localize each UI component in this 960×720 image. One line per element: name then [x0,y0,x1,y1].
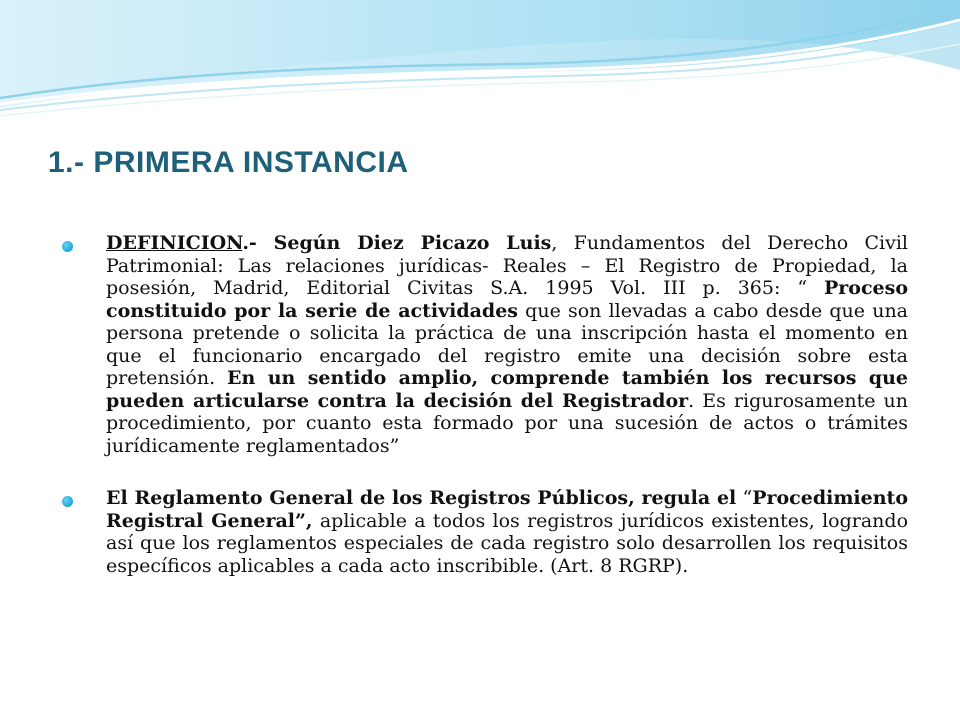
bullet-text [106,487,908,577]
text-run: Proceso constituido por la serie de actividades [106,277,908,322]
bullet-dot-icon [62,241,73,252]
bullet-list [62,232,908,607]
text-run: . Es rigurosamente un procedimiento, por cuanto esta formado por una sucesión de actos o trámites jurídicamente reglamentados” [106,389,908,457]
bullet-text [106,232,908,457]
text-run: “ [736,487,753,509]
text-run: En un sentido amplio, comprende también los recursos que pueden articularse contra la decisión del Registrador [106,367,908,412]
slide-title: 1.- PRIMERA INSTANCIA [48,146,409,179]
bullet-dot-icon [62,496,73,507]
text-run: .- Según [242,232,358,254]
text-run: DEFINICION [106,232,243,254]
text-run: Procedimiento Registral General”, [106,487,908,532]
bullet-item-reglamento [62,487,908,577]
text-run: , Fundamentos del Derecho Civil Patrimonial: Las relaciones jurídicas- Reales – El Registro de Propiedad, la posesión, Madrid, Editorial Civitas S.A. 1995 Vol. III p. 365: “ [106,232,908,299]
header-wave-decoration [0,0,960,130]
text-run: Diez Picazo Luis [357,232,552,254]
text-run: aplicable a todos los registros jurídicos existentes, logrando así que los reglamentos especiales de cada registro solo desarrollen los requisitos específicos aplicables a cada acto inscribible. (Art. 8 RGRP). [106,509,909,577]
text-run: que son llevadas a cabo desde que una persona pretende o solicita la práctica de una inscripción hasta el momento en que el funcionario encargado del registro emite una decisión sobre esta pretensión. [106,299,909,389]
text-run: El Reglamento General de los Registros Públicos, regula el [106,487,737,509]
bullet-item-definicion [62,232,908,457]
